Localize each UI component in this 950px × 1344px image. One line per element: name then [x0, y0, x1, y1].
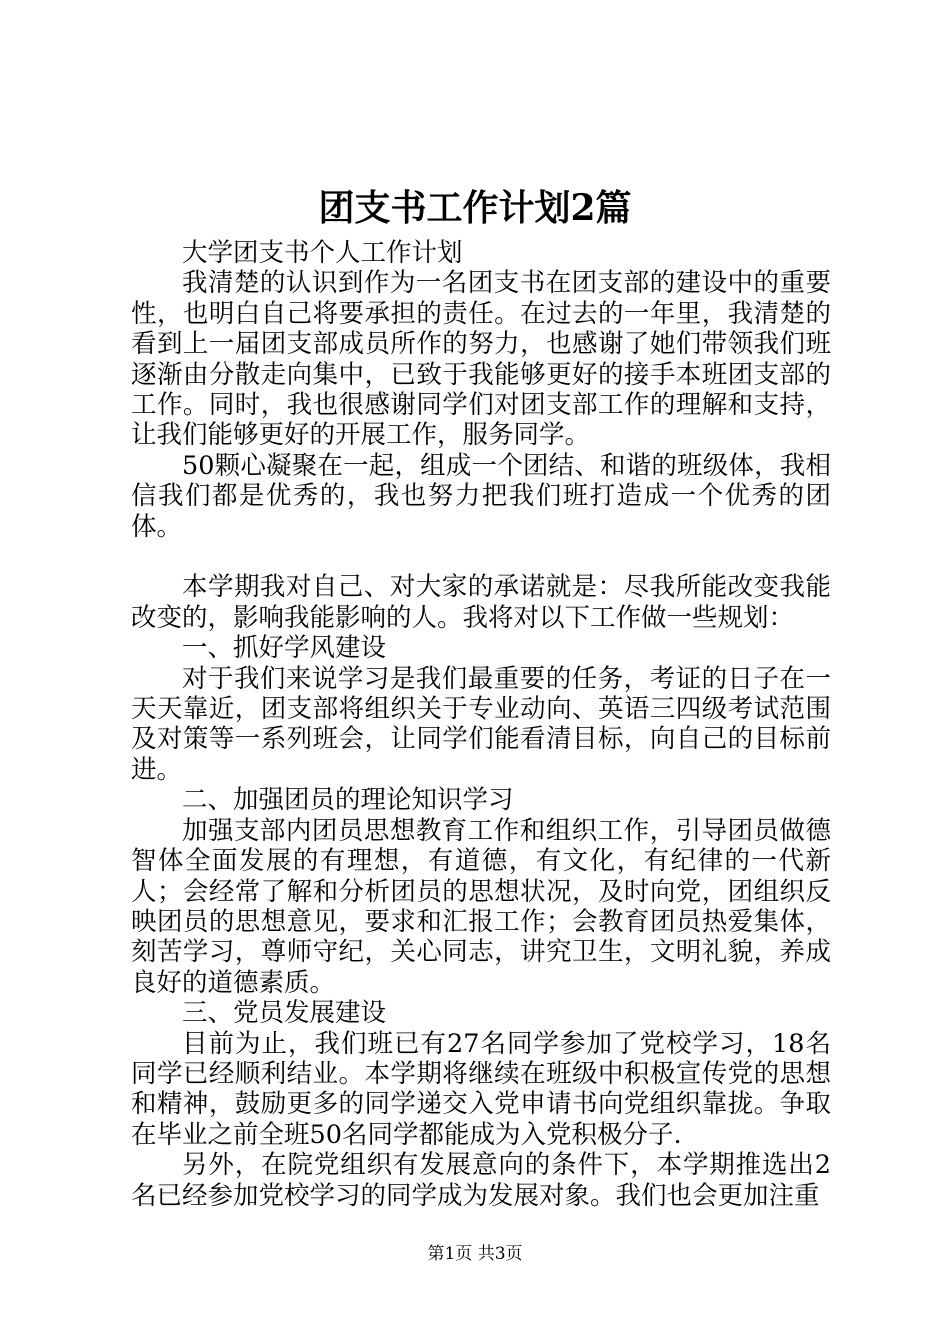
body-paragraph: 加强支部内团员思想教育工作和组织工作，引导团员做德智体全面发展的有理想，有道德，有文化，有纪律的一代新人；会经常了解和分析团员的思想状况，及时向党，团组织反映团员的思想意见，要求和汇报工作；会教育团员热爱集体，刻苦学习，尊师守纪，关心同志，讲究卫生，文明礼貌，养成良好的道德素质。 — [131, 815, 831, 998]
body-paragraph: 对于我们来说学习是我们最重要的任务，考证的日子在一天天靠近，团支部将组织关于专业动向、英语三四级考试范围及对策等一系列班会，让同学们能看清目标，向自己的目标前进。 — [131, 663, 831, 785]
body-paragraph: 本学期我对自己、对大家的承诺就是：尽我所能改变我能改变的，影响我能影响的人。我将对以下工作做一些规划： — [131, 572, 831, 633]
subtitle-paragraph: 大学团支书个人工作计划 — [182, 238, 463, 268]
page-footer: 第1页 共3页 — [427, 1244, 523, 1264]
body-paragraph: 50颗心凝聚在一起，组成一个团结、和谐的班级体，我相信我们都是优秀的，我也努力把我们班打造成一个优秀的团体。 — [131, 450, 831, 542]
body-paragraph: 我清楚的认识到作为一名团支书在团支部的建设中的重要性，也明白自己将要承担的责任。在过去的一年里，我清楚的看到上一届团支部成员所作的努力，也感谢了她们带领我们班逐渐由分散走向集中，已致于我能够更好的接手本班团支部的工作。同时，我也很感谢同学们对团支部工作的理解和支持，让我们能够更好的开展工作，服务同学。 — [131, 268, 831, 451]
document-body — [131, 238, 831, 1211]
page-title: 团支书工作计划2篇 — [318, 187, 632, 229]
section-heading: 二、加强团员的理论知识学习 — [182, 785, 514, 816]
body-paragraph: 目前为止，我们班已有27名同学参加了党校学习，18名同学已经顺利结业。本学期将继续在班级中积极宣传党的思想和精神，鼓励更多的同学递交入党申请书向党组织靠拢。争取在毕业之前全班50名同学都能成为入党积极分子. — [131, 1028, 831, 1150]
section-heading: 三、党员发展建设 — [182, 998, 387, 1029]
body-paragraph: 另外，在院党组织有发展意向的条件下，本学期推选出2名已经参加党校学习的同学成为发展对象。我们也会更加注重 — [131, 1150, 831, 1211]
section-heading: 一、抓好学风建设 — [182, 633, 387, 664]
